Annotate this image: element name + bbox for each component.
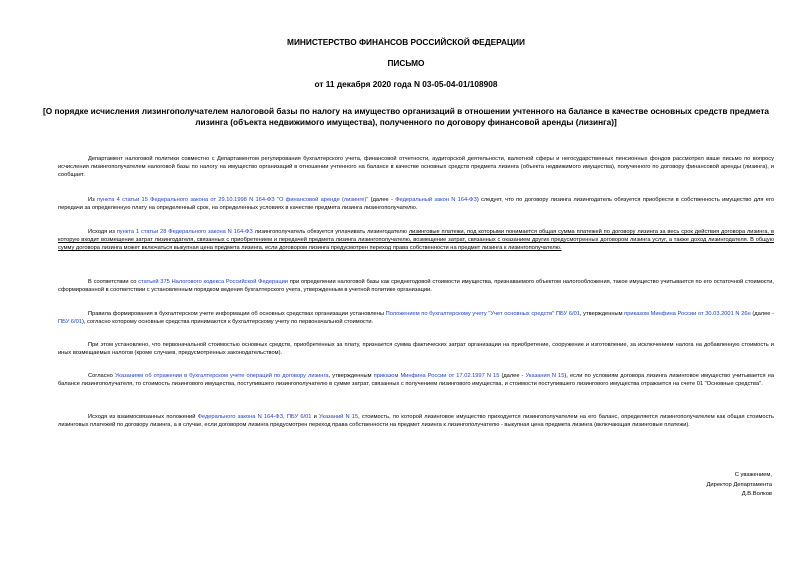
paragraph-1: Департамент налоговой политики совместно с Департаментом регулирования бухгалтерского учета, финансовой отчетности, аудиторской деятельности, валютной сферы и негосударственных пенсионных фондов рассмотрел ваше письмо по вопросу исчисления лизингополучателем налоговой базы по налогу на имущество организаций в отношении учтенного на балансе в качестве основных средств предмета лизинга (объекта недвижимого имущества), полученного по договору финансовой аренды (лизинга), и сообщает. <box>58 156 774 179</box>
link-order-26n[interactable]: приказом Минфина России от 30.03.2001 N 26н <box>624 311 751 317</box>
underlined-definition: лизинговые платежи, под которыми понимается общая сумма платежей по договору лизинга за весь срок действия договора лизинга, в которую входит возмещение затрат лизингодателя, связанных с приобретением и передачей предмета лизинга лизингополучателю, возмещение затрат, связанных с оказанием других предусмотренных договором лизинга услуг, а также доход лизингодателя. В общую сумму договора лизинга может включаться выкупная цена предмета лизинга, если договором лизинга предусмотрен переход права собственности на предмет лизинга к лизингополучателю. <box>58 229 775 252</box>
paragraph-3: Исходя из пункта 1 статьи 28 Федерального закона N 164-ФЗ лизингополучатель обязуется уплачивать лизингодателю лизинговые платежи, под которыми понимается общая сумма платежей по договору лизинга за весь срок действия договора лизинга, в которую входит возмещение затрат лизингодателя, связанных с приобретением и передачей предмета лизинга лизингополучателю, возмещение затрат, связанных с оказанием других предусмотренных договором лизинга услуг, а также доход лизингодателя. В общую сумму договора лизинга может включаться выкупная цена предмета лизинга, если договором лизинга предусмотрен переход права собственности на предмет лизинга к лизингополучателю. <box>58 229 775 252</box>
link-order-15[interactable]: приказом Минфина России от 17.02.1997 N 15 <box>373 373 500 379</box>
paragraph-4: В соответствии со статьей 375 Налогового кодекса Российской Федерации при определении налоговой базы как среднегодовой стоимости имущества, признаваемого объектом налогообложения, такое имущество учитывается по его остаточной стоимости, сформированной в соответствии с установленным порядком ведения бухгалтерского учета, утвержденным в учетной политике организации. <box>58 279 774 294</box>
link-pbu-6-01[interactable]: Положением по бухгалтерскому учету "Учет основных средств" ПБУ 6/01 <box>385 311 580 317</box>
paragraph-7: Согласно Указаниям об отражении в бухгалтерском учете операций по договору лизинга, утвержденным приказом Минфина России от 17.02.1997 N 15 (далее - Указания N 15), если по условиям договора лизинга лизинговое имущество учитывается на балансе лизингополучателя, то стоимость лизингового имущества, поступившего лизингополучателю в сумме затрат, связанных с получением лизингового имущества, и стоимости поступившего лизингового имущества отражается на счете 01 "Основные средства". <box>58 373 774 388</box>
link-fz164[interactable]: Федеральный закон N 164-ФЗ <box>395 197 477 203</box>
link-leasing-instructions[interactable]: Указаниям об отражении в бухгалтерском учете операций по договору лизинга <box>114 373 329 379</box>
link-fz164-art15[interactable]: пункта 4 статьи 15 Федерального закона от 29.10.1998 N 164-ФЗ "О финансовой аренде (лизинге)" <box>97 197 369 203</box>
document-date-number: от 11 декабря 2020 года N 03-05-04-01/108908 <box>314 79 498 89</box>
link-tax-code-art375[interactable]: статьей 375 Налогового кодекса Российской Федерации <box>138 279 288 285</box>
signature-position: Директор Департамента <box>706 481 772 488</box>
signature-block <box>706 471 772 500</box>
document-type: ПИСЬМО <box>387 58 425 68</box>
signature-name: Д.В.Волков <box>741 491 772 498</box>
link-instructions-15[interactable]: Указания N 15 <box>525 373 565 379</box>
ministry-title: МИНИСТЕРСТВО ФИНАНСОВ РОССИЙСКОЙ ФЕДЕРАЦИИ <box>287 37 525 47</box>
signature-greeting: С уважением, <box>734 472 772 478</box>
link-instructions-ref[interactable]: Указаний N 15 <box>318 414 359 420</box>
paragraph-8: Исходя из взаимосвязанных положений Федерального закона N 164-ФЗ, ПБУ 6/01 и Указаний N 15, стоимость, по которой лизинговое имущество приходуется лизингополучателем на его баланс, определяется лизингополучателем как общая стоимость лизинговых платежей по договору лизинга, а в случае, если договором лизинга предусмотрен переход права собственности на предмет лизинга к лизингополучателю - выкупная цена предмета лизинга (включающая лизинговые платежи). <box>58 414 774 429</box>
link-fz164-ref[interactable]: Федерального закона N 164-ФЗ <box>197 414 284 420</box>
paragraph-6: При этом установлено, что первоначальной стоимостью основных средств, приобретенных за плату, признается сумма фактических затрат организации на приобретение, сооружение и изготовление, за исключением налога на добавленную стоимость и иных возмещаемых налогов (кроме случаев, предусмотренных законодательством). <box>58 342 774 357</box>
link-pbu-short[interactable]: ПБУ 6/01 <box>58 319 82 326</box>
paragraph-5: Правила формирования в бухгалтерском учете информации об основных средствах организации установлены Положением по бухгалтерскому учету "Учет основных средств" ПБУ 6/01, утвержденным приказом Минфина России от 30.03.2001 N 26н (далее - ПБУ 6/01), согласно которому основные средства принимаются к бухгалтерскому учету по первоначальной стоимости. <box>58 311 774 326</box>
paragraph-2: Из пункта 4 статьи 15 Федерального закона от 29.10.1998 N 164-ФЗ "О финансовой аренде (лизинге)" (далее - Федеральный закон N 164-ФЗ) следует, что по договору лизинга лизингодатель обязуется приобрести в собственность имущество для его передачи за определенную плату на определенный срок, на определенных условиях в качестве предмета лизинга лизингополучателю. <box>58 197 775 212</box>
link-fz164-art28[interactable]: пункта 1 статьи 28 Федерального закона N 164-ФЗ <box>116 229 253 235</box>
link-pbu-ref[interactable]: ПБУ 6/01 <box>286 414 312 420</box>
document-subject: [О порядке исчисления лизингополучателем налоговой базы по налогу на имущество организаций в отношении учтенного на балансе в качестве основных средств предмета лизинга (объекта недвижимого имущества), полученного по договору финансовой аренды (лизинга)] <box>42 106 770 127</box>
